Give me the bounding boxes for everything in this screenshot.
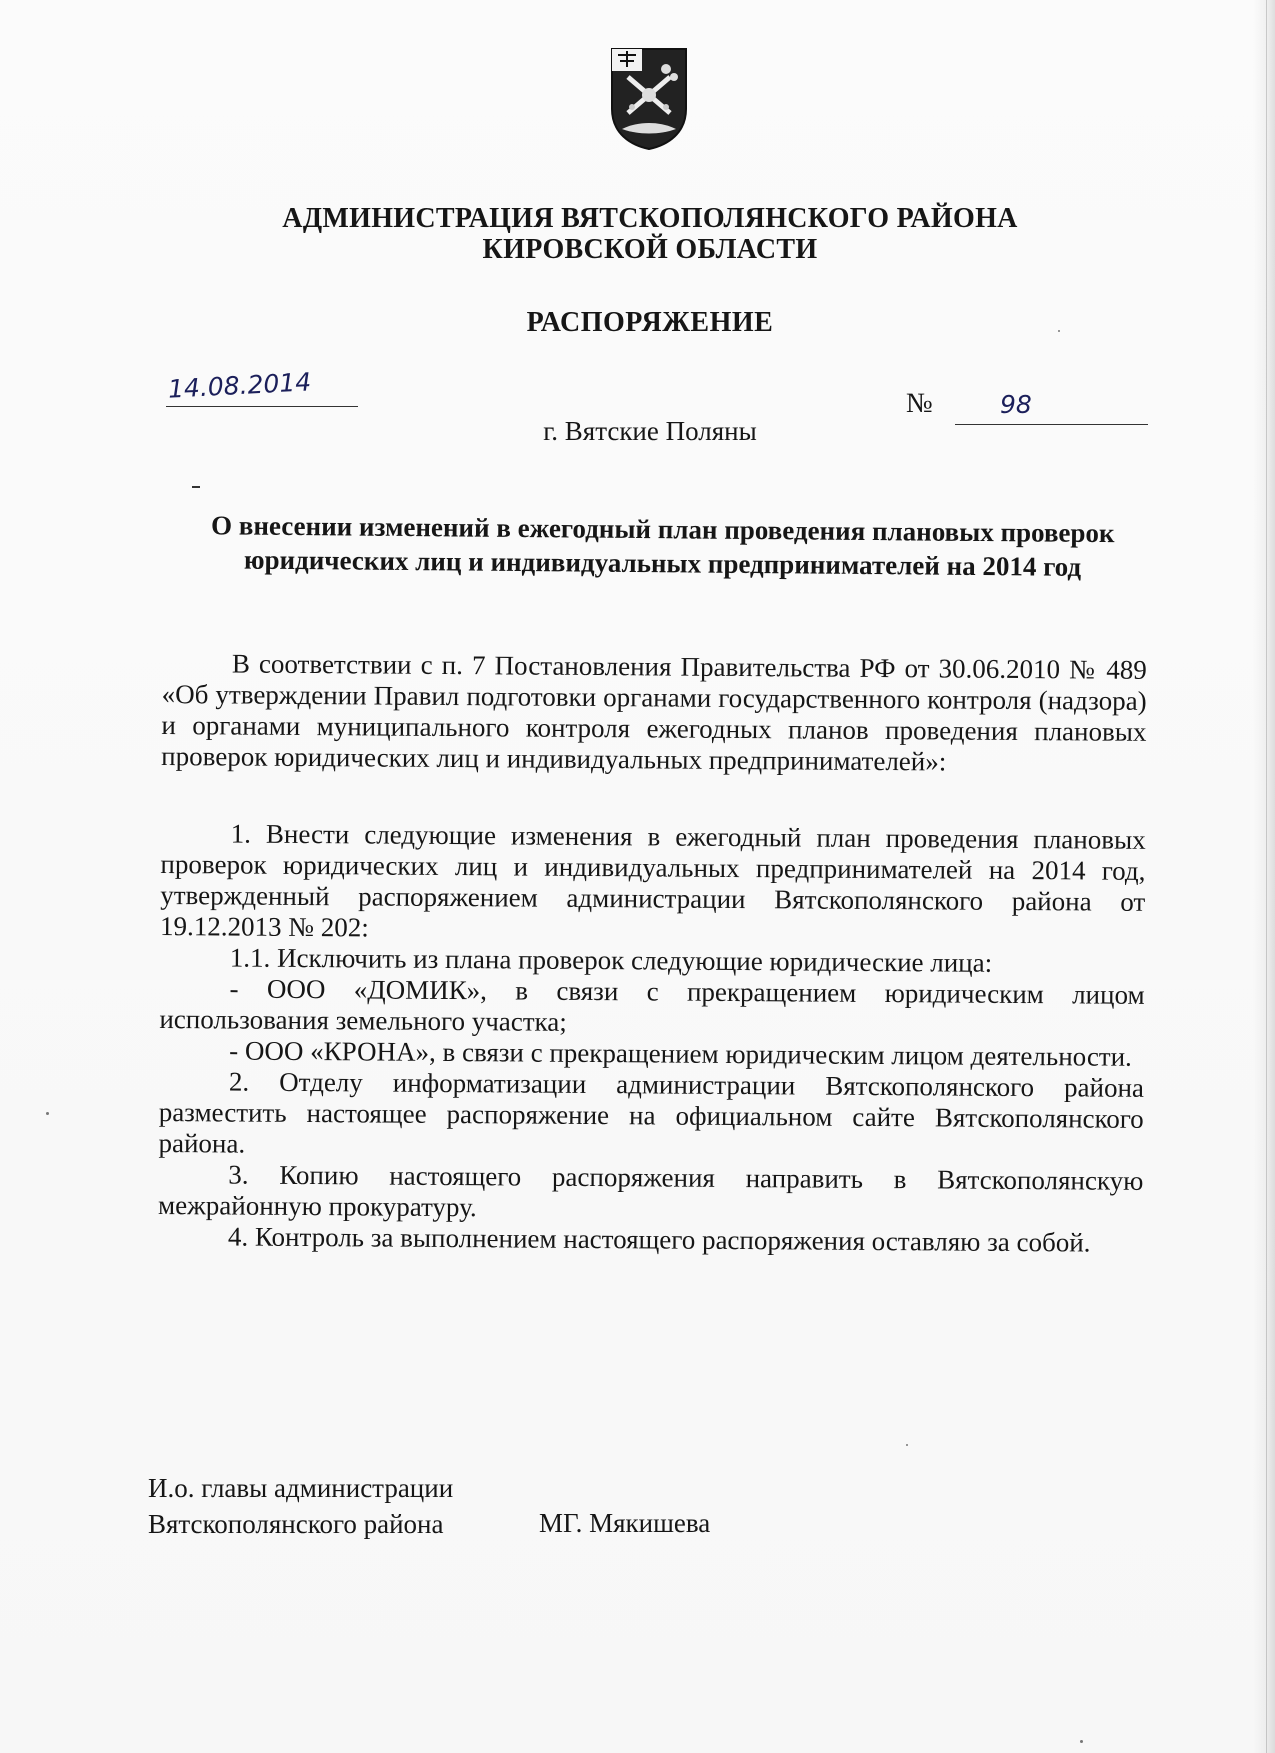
- preamble-paragraph: В соответствии с п. 7 Постановления Правительства РФ от 30.06.2010 № 489 «Об утверждении Правил подготовки органами государственного контроля (надзора) и органами муниципального контроля ежегодных планов проведения плановых проверок юридических лиц и индивидуальных предпринимателей»:: [161, 648, 1147, 777]
- item-3: 3. Копию настоящего распоряжения направить в Вятскополянскую межрайонную прокуратуру.: [158, 1159, 1144, 1223]
- scan-edge-shadow: [1253, 0, 1275, 1753]
- scan-speck: [906, 1444, 908, 1446]
- item-4: 4. Контроль за выполнением настоящего распоряжения оставляю за собой.: [227, 1221, 1091, 1258]
- number-label: №: [906, 388, 933, 419]
- document-body: [158, 648, 1147, 1259]
- stray-mark: [192, 486, 200, 488]
- signatory-name: МГ. Мякишева: [539, 1508, 711, 1538]
- document-number: 98: [1000, 390, 1032, 419]
- scan-speck: [1058, 330, 1060, 332]
- position-line-1: И.о. главы администрации: [148, 1473, 454, 1503]
- document-date: 14.08.2014: [167, 367, 312, 404]
- item-1: 1. Внести следующие изменения в ежегодный план проведения плановых проверок юридических лиц и индивидуальных предпринимателей на 2014 год, утвержденный распоряжением администрации Вятскополянского района от 19.12.2013 № 202:: [159, 818, 1146, 943]
- scan-speck: [46, 1112, 49, 1115]
- signatory-position: [148, 1470, 453, 1542]
- dash-item-domik: - ООО «ДОМИК», в связи с прекращением юридическим лицом использования земельного участка;: [159, 973, 1145, 1037]
- item-1-1: 1.1. Исключить из плана проверок следующие юридические лица:: [229, 942, 993, 978]
- item-2: 2. Отделу информатизации администрации Вятскополянского района разместить настоящее распоряжение на официальном сайте Вятскополянского района.: [158, 1066, 1145, 1159]
- spacer: [161, 772, 1146, 825]
- document-type: РАСПОРЯЖЕНИЕ: [526, 307, 774, 338]
- date-underline: [166, 406, 358, 407]
- org-name-line1: АДМИНИСТРАЦИЯ ВЯТСКОПОЛЯНСКОГО РАЙОНА: [282, 203, 1018, 234]
- position-line-2: Вятскополянского района: [148, 1509, 444, 1539]
- org-name-line2: КИРОВСКОЙ ОБЛАСТИ: [482, 234, 818, 265]
- scan-edge-line: [1266, 0, 1267, 1753]
- city: г. Вятские Поляны: [543, 416, 757, 446]
- dash-item-krona: - ООО «КРОНА», в связи с прекращением юридическим лицом деятельности.: [229, 1035, 1132, 1072]
- document-title: О внесении изменений в ежегодный план проведения плановых проверок юридических лиц и индивидуальных предпринимателей на 2014 год: [210, 510, 1115, 582]
- scan-speck: [1080, 1740, 1083, 1743]
- coat-of-arms-emblem: [608, 47, 690, 151]
